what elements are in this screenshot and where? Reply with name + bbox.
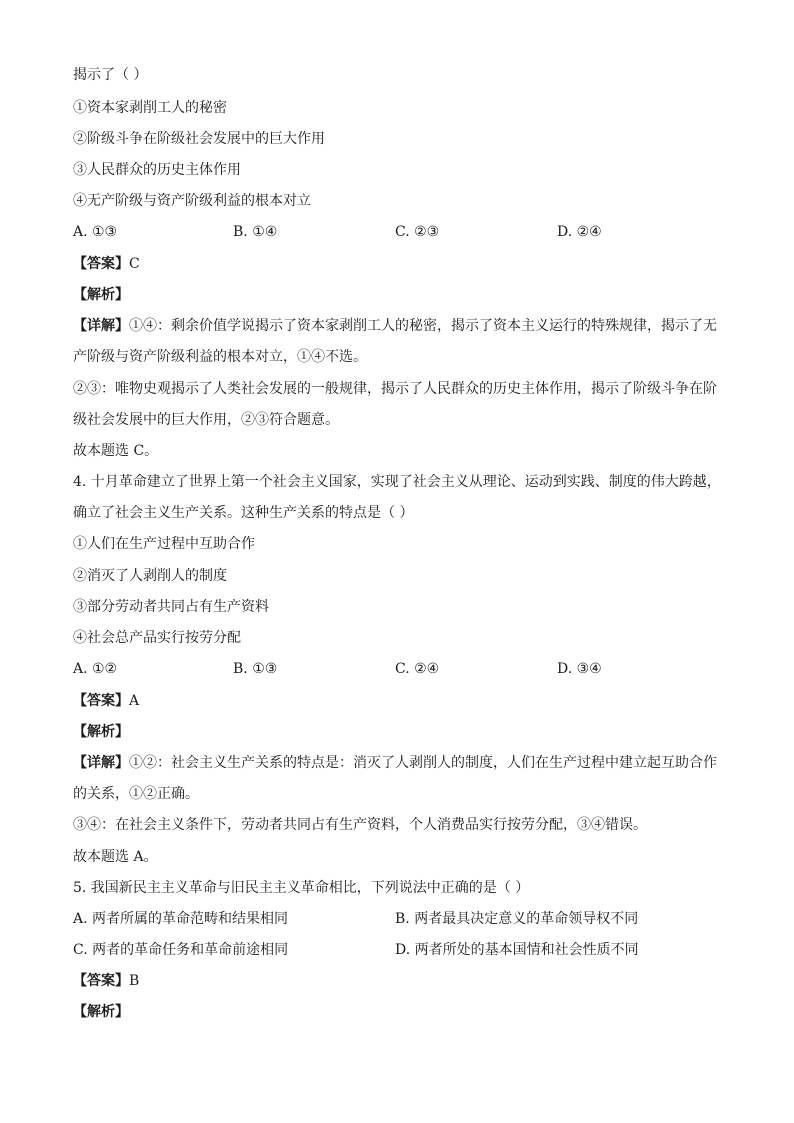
option-a: A. ①③ bbox=[73, 224, 118, 240]
option-d: D. 两者所处的基本国情和社会性质不同 bbox=[395, 942, 639, 958]
detail-text: ①④：剩余价值学说揭示了资本家剥削工人的秘密，揭示了资本主义运行的特殊规律，揭示了无 bbox=[129, 318, 717, 334]
option-b: B. ①③ bbox=[233, 661, 278, 677]
detail-paragraph-1 bbox=[73, 752, 717, 774]
analysis-label: 【解析】 bbox=[73, 287, 129, 303]
detail-paragraph-1 bbox=[73, 315, 717, 337]
statement-2: ②消灭了人剥削人的制度 bbox=[73, 568, 227, 584]
option-d: D. ③④ bbox=[557, 661, 602, 677]
answer-line bbox=[73, 690, 139, 712]
statement-4: ④社会总产品实行按劳分配 bbox=[73, 630, 241, 646]
option-c: C. ②③ bbox=[395, 224, 440, 240]
statement-2: ②阶级斗争在阶级社会发展中的巨大作用 bbox=[73, 131, 325, 147]
detail-text: ②③：唯物史观揭示了人类社会发展的一般规律，揭示了人民群众的历史主体作用，揭示了阶级斗争在阶 bbox=[73, 381, 717, 397]
detail-text: ①②：社会主义生产关系的特点是：消灭了人剥削人的制度，人们在生产过程中建立起互助合作 bbox=[129, 755, 717, 771]
statement-1: ①人们在生产过程中互助合作 bbox=[73, 536, 255, 552]
question-4-stem: 4. 十月革命建立了世界上第一个社会主义国家，实现了社会主义从理论、运动到实践、制度的伟大跨越， bbox=[73, 474, 721, 490]
option-c: C. 两者的革命任务和革命前途相同 bbox=[73, 942, 289, 958]
option-d: D. ②④ bbox=[557, 224, 602, 240]
question-5-stem: 5. 我国新民主主义革命与旧民主主义革命相比，下列说法中正确的是（ ） bbox=[73, 880, 530, 896]
detail-text: 的关系，①②正确。 bbox=[73, 786, 199, 802]
statement-4: ④无产阶级与资产阶级利益的根本对立 bbox=[73, 193, 311, 209]
answer-label: 【答案】 bbox=[73, 693, 129, 709]
question-4-stem: 确立了社会主义生产关系。这种生产关系的特点是（ ） bbox=[73, 505, 414, 521]
answer-value: C bbox=[129, 256, 140, 272]
answer-line bbox=[73, 253, 140, 275]
detail-text: 级社会发展中的巨大作用，②③符合题意。 bbox=[73, 412, 339, 428]
conclusion: 故本题选 C。 bbox=[73, 443, 159, 459]
option-b: B. ①④ bbox=[233, 224, 278, 240]
detail-label: 【详解】 bbox=[73, 755, 129, 771]
detail-text: 产阶级与资产阶级利益的根本对立，①④不选。 bbox=[73, 349, 367, 365]
answer-value: B bbox=[129, 973, 140, 989]
option-a: A. ①② bbox=[73, 661, 118, 677]
detail-label: 【详解】 bbox=[73, 318, 129, 334]
detail-text: ③④：在社会主义条件下，劳动者共同占有生产资料，个人消费品实行按劳分配，③④错误。 bbox=[73, 817, 647, 833]
analysis-label: 【解析】 bbox=[73, 1004, 129, 1020]
question-stem-tail: 揭示了（ ） bbox=[73, 67, 148, 83]
statement-1: ①资本家剥削工人的秘密 bbox=[73, 100, 227, 116]
option-a: A. 两者所属的革命范畴和结果相同 bbox=[73, 911, 289, 927]
answer-label: 【答案】 bbox=[73, 256, 129, 272]
option-b: B. 两者最具决定意义的革命领导权不同 bbox=[395, 911, 639, 927]
answer-label: 【答案】 bbox=[73, 973, 129, 989]
statement-3: ③部分劳动者共同占有生产资料 bbox=[73, 599, 269, 615]
option-c: C. ②④ bbox=[395, 661, 440, 677]
analysis-label: 【解析】 bbox=[73, 724, 129, 740]
conclusion: 故本题选 A。 bbox=[73, 849, 158, 865]
statement-3: ③人民群众的历史主体作用 bbox=[73, 162, 241, 178]
answer-line bbox=[73, 970, 139, 992]
answer-value: A bbox=[129, 693, 140, 709]
